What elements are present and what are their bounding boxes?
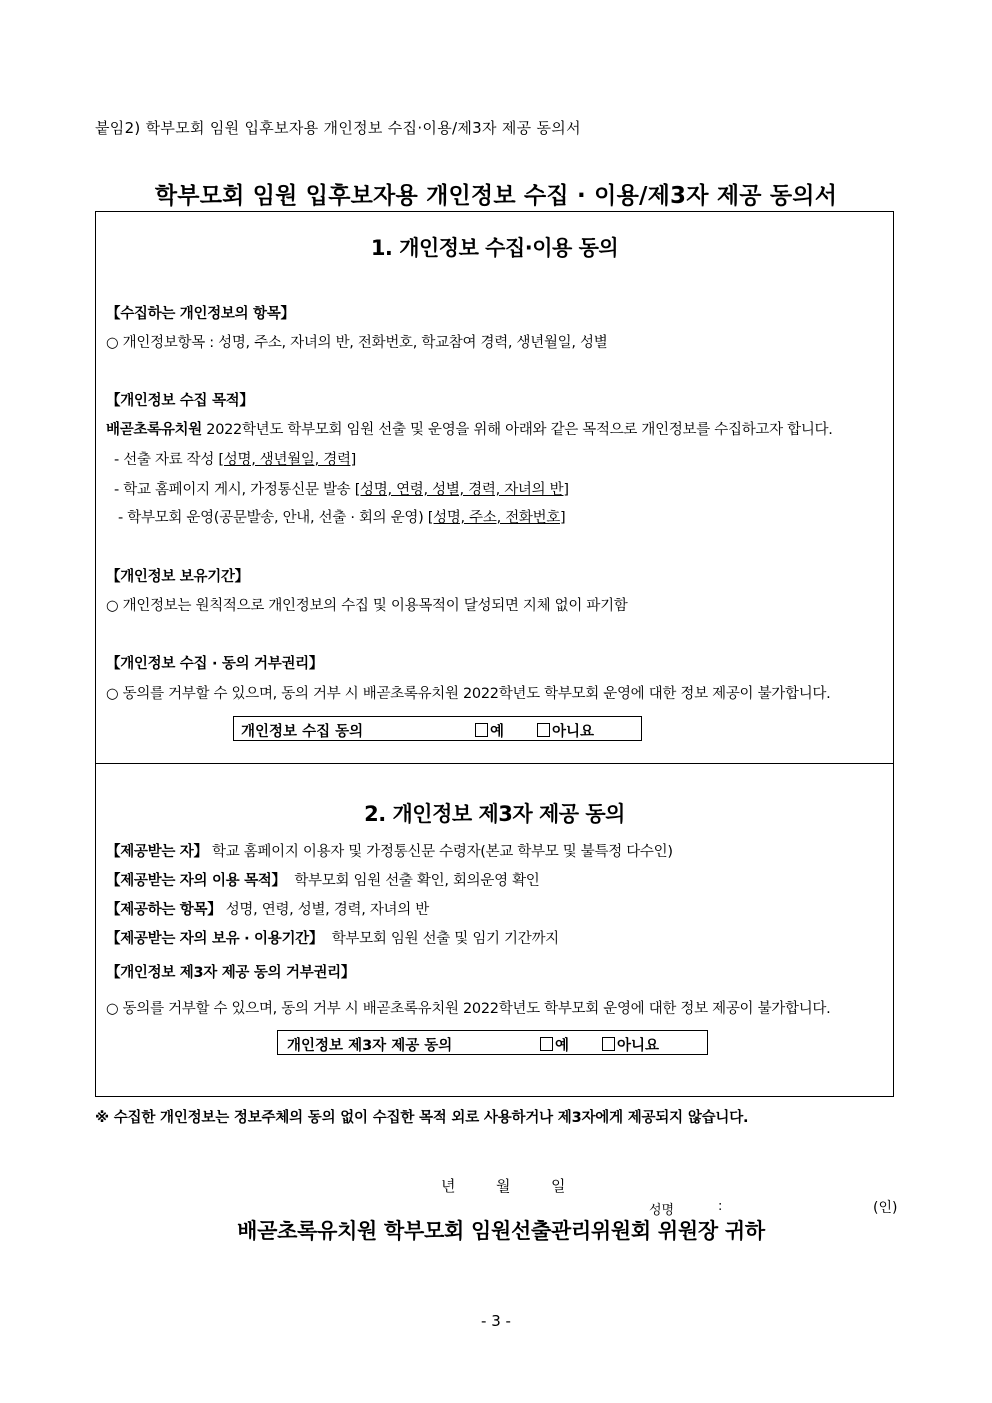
purpose-item-1-label: - 선출 자료 작성 xyxy=(114,452,219,468)
date-year: 년 xyxy=(441,1177,456,1195)
recipient-heading: 【제공받는 자】 xyxy=(106,844,208,860)
purpose-item-2 xyxy=(114,478,569,499)
date-month: 월 xyxy=(496,1177,511,1195)
third-party-consent-no[interactable] xyxy=(602,1034,659,1055)
provided-items-line xyxy=(106,898,429,919)
attachment-label: 붙임2) 학부모회 임원 입후보자용 개인정보 수집·이용/제3자 제공 동의서 xyxy=(95,119,581,137)
purpose-item-1 xyxy=(114,448,356,469)
no-label: 아니요 xyxy=(617,1038,660,1054)
retention-text: ○ 개인정보는 원칙적으로 개인정보의 수집 및 이용목적이 달성되면 지체 없이 파기함 xyxy=(106,598,628,614)
purpose-item-2-label: - 학교 홈페이지 게시, 가정통신문 발송 xyxy=(114,482,355,498)
purpose-item-1-fields: [성명, 생년월일, 경력] xyxy=(218,452,357,468)
no-label: 아니요 xyxy=(552,724,595,740)
purpose-item-3-fields: [성명, 주소, 전화번호] xyxy=(427,510,566,526)
checkbox-icon[interactable] xyxy=(537,723,550,737)
page-number: - 3 - xyxy=(481,1312,511,1330)
date-day: 일 xyxy=(551,1177,566,1195)
section-collection-consent xyxy=(95,211,894,764)
use-purpose-text: 학부모회 임원 선출 확인, 회의운영 확인 xyxy=(294,873,540,889)
purpose-org: 배곧초록유치원 xyxy=(106,422,202,438)
refusal-heading: 【개인정보 수집 · 동의 거부권리】 xyxy=(106,656,324,672)
collection-consent-no[interactable] xyxy=(537,720,594,741)
purpose-text xyxy=(106,418,833,439)
purpose-heading: 【개인정보 수집 목적】 xyxy=(106,393,254,409)
third-party-consent-box xyxy=(277,1030,708,1055)
provided-items-text: 성명, 연령, 성별, 경력, 자녀의 반 xyxy=(225,902,429,918)
retention-period-heading: 【제공받는 자의 보유 · 이용기간】 xyxy=(106,931,324,947)
yes-label: 예 xyxy=(555,1038,570,1054)
section-third-party-consent xyxy=(95,763,894,1097)
retention-period-line xyxy=(106,927,559,948)
checkbox-icon[interactable] xyxy=(602,1037,615,1051)
checkbox-icon[interactable] xyxy=(540,1037,553,1051)
seal-mark: (인) xyxy=(873,1200,898,1216)
third-party-refusal-heading: 【개인정보 제3자 제공 동의 거부권리】 xyxy=(106,965,356,981)
retention-period-text: 학부모회 임원 선출 및 임기 기간까지 xyxy=(331,931,559,947)
purpose-item-3 xyxy=(118,506,565,527)
third-party-consent-yes[interactable] xyxy=(540,1034,569,1055)
section1-title: 1. 개인정보 수집·이용 동의 xyxy=(370,236,619,260)
use-purpose-heading: 【제공받는 자의 이용 목적】 xyxy=(106,873,286,889)
purpose-body: 2022학년도 학부모회 임원 선출 및 운영을 위해 아래와 같은 목적으로 개인정보를 수집하고자 합니다. xyxy=(201,422,833,438)
refusal-text: ○ 동의를 거부할 수 있으며, 동의 거부 시 배곧초록유치원 2022학년도 학부모회 운영에 대한 정보 제공이 불가합니다. xyxy=(106,686,831,702)
use-purpose-line xyxy=(106,869,540,890)
collected-items-heading: 【수집하는 개인정보의 항목】 xyxy=(106,306,295,322)
checkbox-icon[interactable] xyxy=(475,723,488,737)
provided-items-heading: 【제공하는 항목】 xyxy=(106,902,222,918)
collection-consent-yes[interactable] xyxy=(475,720,504,741)
signature-colon: : xyxy=(718,1199,723,1214)
signature-name-label: 성명 xyxy=(649,1203,675,1218)
third-party-consent-label: 개인정보 제3자 제공 동의 xyxy=(287,1038,453,1054)
document-title: 학부모회 임원 입후보자용 개인정보 수집 · 이용/제3자 제공 동의서 xyxy=(154,183,838,209)
section2-title: 2. 개인정보 제3자 제공 동의 xyxy=(364,802,625,826)
privacy-notice: ※ 수집한 개인정보는 정보주체의 동의 없이 수집한 목적 외로 사용하거나 제3자에게 제공되지 않습니다. xyxy=(95,1110,749,1126)
addressee: 배곧초록유치원 학부모회 임원선출관리위원회 위원장 귀하 xyxy=(237,1219,765,1243)
collected-items-text: ○ 개인정보항목 : 성명, 주소, 자녀의 반, 전화번호, 학교참여 경력, 생년월일, 성별 xyxy=(106,335,608,351)
purpose-item-2-fields: [성명, 연령, 성별, 경력, 자녀의 반] xyxy=(354,482,569,498)
recipient-text: 학교 홈페이지 이용자 및 가정통신문 수령자(본교 학부모 및 불특정 다수인) xyxy=(212,844,673,860)
retention-heading: 【개인정보 보유기간】 xyxy=(106,569,249,585)
third-party-refusal-text: ○ 동의를 거부할 수 있으며, 동의 거부 시 배곧초록유치원 2022학년도 학부모회 운영에 대한 정보 제공이 불가합니다. xyxy=(106,1001,831,1017)
yes-label: 예 xyxy=(490,724,505,740)
collection-consent-box xyxy=(233,716,642,741)
collection-consent-label: 개인정보 수집 동의 xyxy=(241,724,364,740)
recipient-line xyxy=(106,840,673,861)
purpose-item-3-label: - 학부모회 운영(공문발송, 안내, 선출 · 회의 운영) xyxy=(118,510,428,526)
